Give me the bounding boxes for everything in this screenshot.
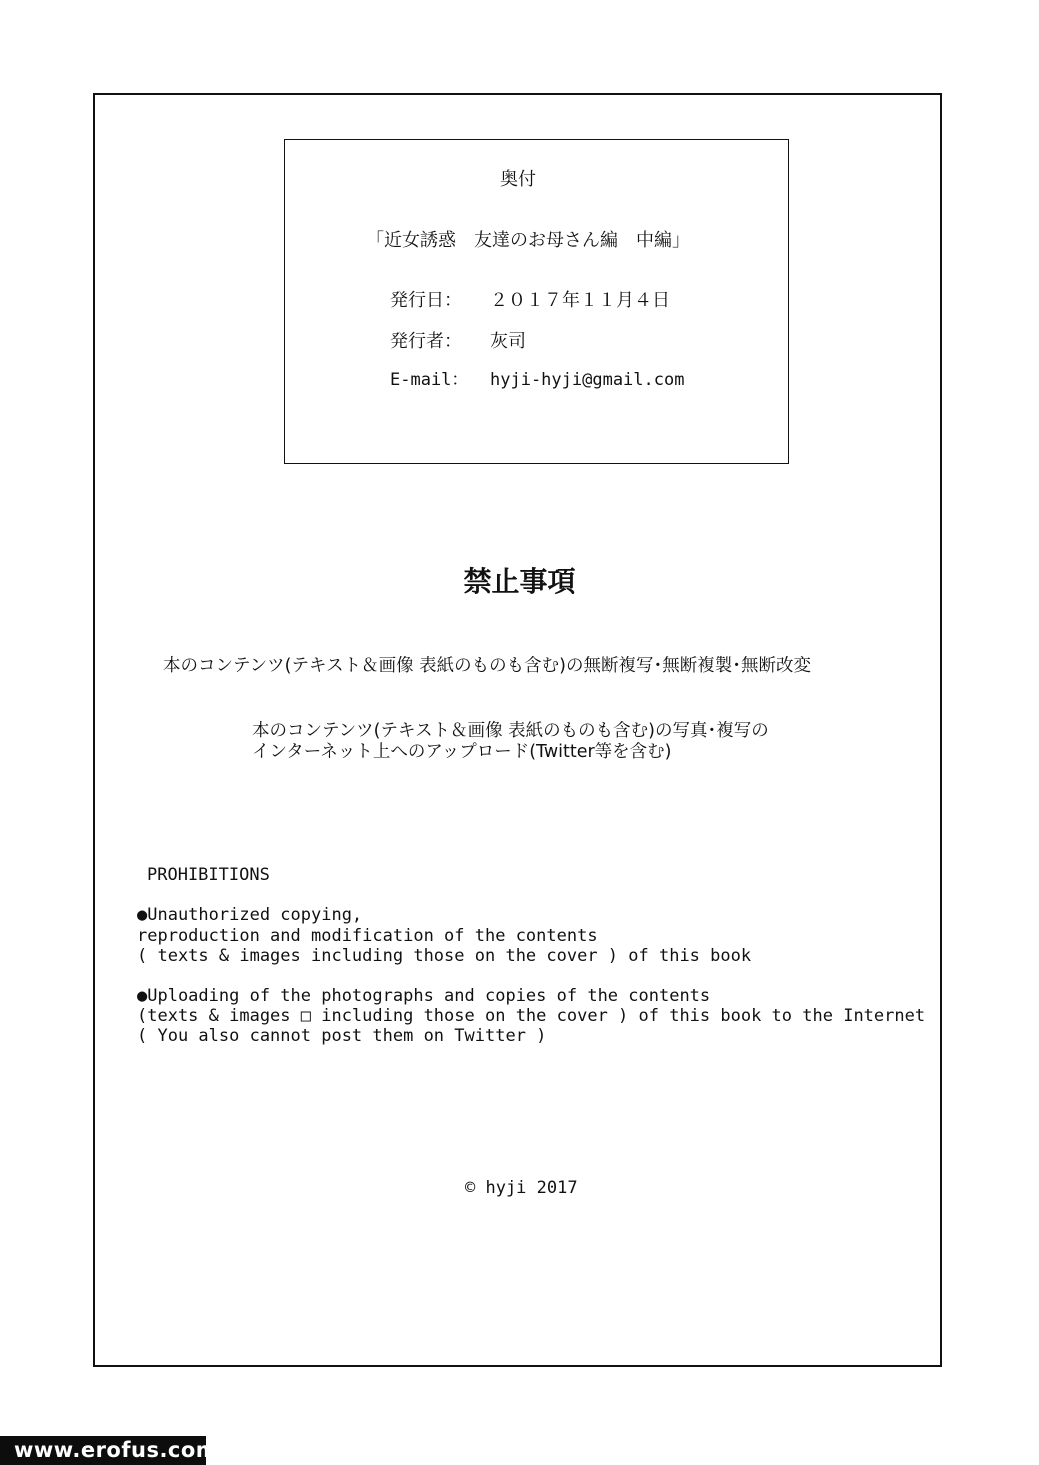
prohibition-jp-line-2b: インターネット上へのアップロード(Twitter等を含む): [252, 742, 672, 762]
date-value: ２０１７年１１月４日: [490, 290, 670, 311]
watermark-banner: www.erofus.com: [0, 1436, 206, 1465]
copyright-notice: © hyji 2017: [465, 1178, 578, 1198]
date-label: 発行日：: [390, 290, 462, 311]
prohibition-jp-line-1: 本のコンテンツ(テキスト＆画像 表紙のものも含む)の無断複写･無断複製･無断改変: [163, 656, 811, 676]
prohibition-en-item1-line3: ( texts & images including those on the cover ) of this book: [137, 946, 752, 966]
email-label: E-mail：: [390, 370, 469, 390]
book-title: 「近女誘惑 友達のお母さん編 中編」: [366, 230, 690, 251]
colophon-heading: 奥付: [500, 169, 536, 190]
prohibitions-heading-en: PROHIBITIONS: [147, 865, 270, 885]
email-value: hyji-hyji@gmail.com: [490, 370, 685, 390]
prohibitions-heading-jp: 禁止事項: [463, 565, 576, 598]
prohibition-en-item2-line1: ●Uploading of the photographs and copies of the contents: [137, 986, 711, 1006]
prohibition-en-item1-line2: reproduction and modification of the contents: [137, 926, 598, 946]
prohibition-jp-line-2a: 本のコンテンツ(テキスト＆画像 表紙のものも含む)の写真･複写の: [252, 721, 769, 741]
publisher-label: 発行者：: [390, 331, 462, 352]
prohibition-en-item1-line1: ●Unauthorized copying,: [137, 905, 363, 925]
prohibition-en-item2-line3: ( You also cannot post them on Twitter ): [137, 1026, 547, 1046]
prohibition-en-item2-line2: (texts & images □ including those on the cover ) of this book to the Internet: [137, 1006, 926, 1026]
publisher-value: 灰司: [490, 331, 526, 352]
